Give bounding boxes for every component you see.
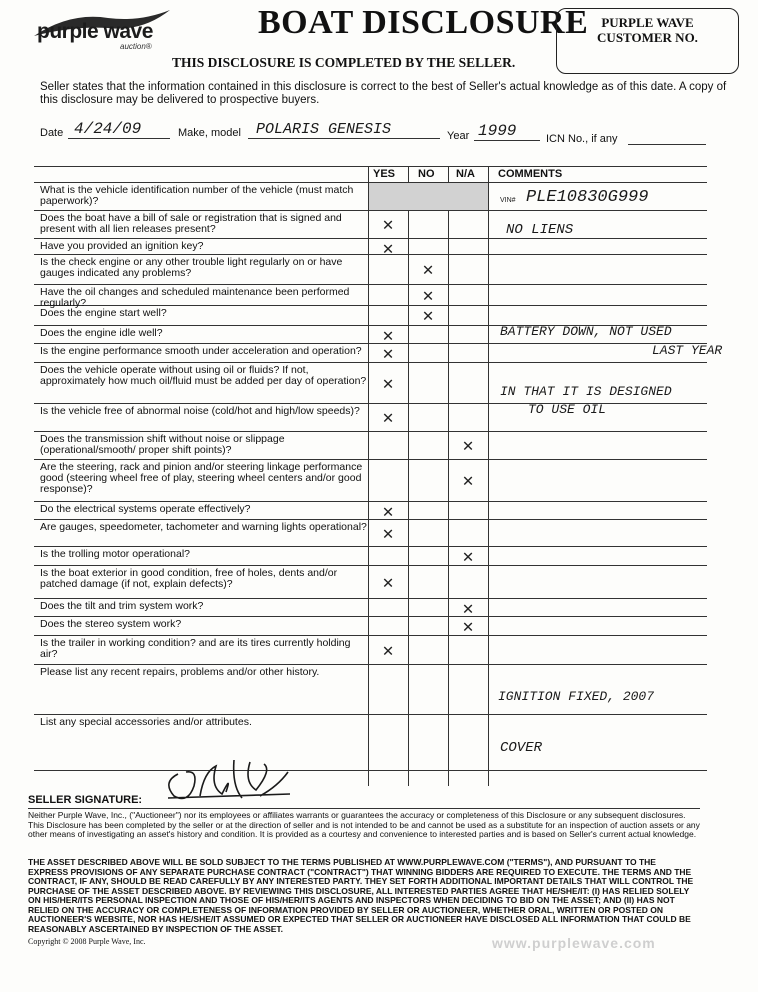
vin-value: PLE10830G999	[526, 188, 649, 207]
answer-mark-7[interactable]: ✕	[382, 327, 394, 347]
answer-mark-12[interactable]: ✕	[462, 472, 474, 492]
question-row-20: Please list any recent repairs, problems and/or other history.	[40, 666, 320, 678]
question-row-6: Does the engine start well?	[40, 307, 167, 319]
comment-accessories: COVER	[500, 740, 543, 756]
answer-mark-17[interactable]: ✕	[462, 600, 474, 620]
date-label: Date	[40, 127, 64, 139]
year-field[interactable]	[474, 122, 540, 141]
question-row-21: List any special accessories and/or attributes.	[40, 716, 252, 728]
answer-mark-11[interactable]: ✕	[462, 437, 474, 457]
question-row-2: Does the boat have a bill of sale or registration that is signed and present with all lien releases present?	[40, 212, 342, 235]
vin-prefix: VIN#	[500, 197, 516, 204]
question-row-9: Does the vehicle operate without using oil or fluids? If not, approximately how much oil/fluid must be added per day of operation?	[40, 364, 367, 387]
question-row-10: Is the vehicle free of abnormal noise (cold/hot and high/low speeds)?	[40, 405, 360, 417]
answer-mark-13[interactable]: ✕	[382, 503, 394, 523]
icn-label: ICN No., if any	[546, 133, 618, 145]
logo-text: purple wave	[37, 20, 153, 43]
answer-mark-8[interactable]: ✕	[382, 345, 394, 365]
customer-box-line-1: PURPLE WAVE	[601, 15, 694, 30]
question-row-14: Are gauges, speedometer, tachometer and warning lights operational?	[40, 521, 367, 533]
question-row-11: Does the transmission shift without noise or slippage (operational/smooth/ proper shift points)?	[40, 433, 285, 456]
copyright: Copyright © 2008 Purple Wave, Inc.	[28, 937, 146, 946]
question-row-3: Have you provided an ignition key?	[40, 240, 204, 252]
comment-oil-1: IN THAT IT IS DESIGNED	[500, 384, 672, 399]
comment-battery-1: BATTERY DOWN, NOT USED	[500, 324, 672, 339]
answer-mark-10[interactable]: ✕	[382, 409, 394, 429]
col-header-na: N/A	[456, 168, 475, 180]
answer-mark-15[interactable]: ✕	[462, 548, 474, 568]
question-row-7: Does the engine idle well?	[40, 327, 163, 339]
col-header-yes: YES	[373, 168, 396, 180]
footer-url[interactable]: www.purplewave.com	[492, 935, 656, 951]
logo-subtext: auction®	[120, 42, 152, 51]
question-row-15: Is the trolling motor operational?	[40, 548, 190, 560]
signature-label: SELLER SIGNATURE:	[28, 794, 143, 806]
answer-mark-14[interactable]: ✕	[382, 524, 394, 545]
col-header-no: NO	[418, 168, 435, 180]
disclosure-table	[34, 166, 723, 786]
answer-mark-4[interactable]: ✕	[422, 261, 434, 281]
answer-mark-18[interactable]: ✕	[462, 618, 474, 638]
question-row-13: Do the electrical systems operate effectively?	[40, 503, 251, 515]
comment-repairs: IGNITION FIXED, 2007	[498, 689, 655, 704]
year-label: Year	[447, 130, 470, 142]
question-row-5: Have the oil changes and scheduled maintenance been performed regularly?	[40, 286, 350, 309]
question-row-19: Is the trailer in working condition? and are its tires currently holding air?	[40, 637, 351, 660]
date-field[interactable]	[68, 120, 170, 139]
question-row-8: Is the engine performance smooth under acceleration and operation?	[40, 345, 362, 357]
answer-mark-2[interactable]: ✕	[382, 216, 394, 236]
legal-terms: THE ASSET DESCRIBED ABOVE WILL BE SOLD SUBJECT TO THE TERMS PUBLISHED AT WWW.PURPLEWAVE.COM ("TERMS"), AND PURSUANT TO THE EXPRESS PROVISIONS OF ANY SEPARATE PURCHASE CONTRACT ("CONTRACT") THAT WINNING BIDDERS ARE REQUIRED TO EXECUTE. THE TERMS AND THE CONTRACT, IF ANY, SHOULD BE READ CAREFULLY BY ANY INTERESTED PARTY. THEY SET FORTH ADDITIONAL IMPORTANT DETAILS THAT WILL CONTROL THE PURCHASE OF THE ASSET DESCRIBED ABOVE. BY REVIEWING THIS DISCLOSURE, ALL INTERESTED PARTIES AGREE THAT HE/SHE/IT: (I) HAS RELIED SOLELY ON HIS/HER/ITS PERSONAL INSPECTION AND THOSE OF HIS/HER/ITS AGENTS AND INSPECTORS WHEN DECIDING TO BID ON THE ASSET; AND (II) HAS NOT RELIED ON THE ACCURACY OR COMPLETENESS OF INFORMATION PROVIDED BY SELLER OR AUCTIONEER, WHETHER ORAL, WRITTEN OR POSTED ON AUCTIONEER'S WEBSITE, NOR HAS HE/SHE/IT ASSUMED OR EXPECTED THAT SELLER OR AUCTIONEER HAVE DISCLOSED ALL INFORMATION THAT COULD BE REASONABLY ASCERTAINED BY INSPECTION OF THE ASSET.	[28, 857, 694, 934]
page-title: BOAT DISCLOSURE	[258, 4, 589, 41]
answer-mark-6[interactable]: ✕	[422, 307, 434, 327]
disclaimer-text: Neither Purple Wave, Inc., ("Auctioneer") nor its employees or affiliates warrants or guarantees the accuracy or completeness of this Disclosure or any subsequent disclosures. This Disclosure has been completed by the seller or at the direction of seller and is not intended to be and cannot be used as a substitute for an inspection of auction assets or any other means of investigating an asset's history and condition. It is provided as a courtesy and convenience to interested parties and is based on Seller's current actual knowledge.	[28, 810, 700, 839]
comment-battery-2: LAST YEAR	[652, 343, 723, 358]
make-value: POLARIS GENESIS	[256, 121, 392, 138]
answer-mark-16[interactable]: ✕	[382, 573, 394, 594]
icn-field[interactable]	[628, 128, 706, 145]
answer-mark-3[interactable]: ✕	[382, 240, 394, 260]
year-value: 1999	[478, 122, 517, 140]
answer-mark-9[interactable]: ✕	[382, 374, 394, 395]
signature-scribble-icon[interactable]	[160, 752, 310, 807]
page-subtitle: THIS DISCLOSURE IS COMPLETED BY THE SELLER.	[172, 55, 516, 70]
customer-box-line-2: CUSTOMER NO.	[597, 30, 698, 45]
comment-liens: NO LIENS	[506, 222, 574, 238]
comment-oil-2: TO USE OIL	[528, 402, 607, 417]
question-row-4: Is the check engine or any other trouble light regularly on or have gauges indicated any problems?	[40, 256, 343, 279]
make-label: Make, model	[178, 127, 241, 139]
col-header-comments: COMMENTS	[498, 168, 563, 180]
intro-text: Seller states that the information contained in this disclosure is correct to the best of Seller's actual knowledge as of this date. A copy of this disclosure may be delivered to prospective buyers.	[40, 81, 727, 106]
customer-number-box	[556, 8, 739, 74]
question-row-17: Does the tilt and trim system work?	[40, 600, 204, 612]
make-field[interactable]	[248, 120, 440, 139]
question-row-12: Are the steering, rack and pinion and/or steering linkage performance good (steering wheel free of play, steering wheel centers and/or good response)?	[40, 461, 363, 495]
answer-mark-5[interactable]: ✕	[422, 286, 434, 307]
question-row-16: Is the boat exterior in good condition, free of holes, dents and/or patched damage (if not, explain defects)?	[40, 567, 338, 590]
question-row-1: What is the vehicle identification number of the vehicle (must match paperwork)?	[40, 184, 354, 207]
answer-mark-19[interactable]: ✕	[382, 641, 394, 662]
date-value: 4/24/09	[74, 120, 142, 138]
question-row-18: Does the stereo system work?	[40, 618, 182, 630]
